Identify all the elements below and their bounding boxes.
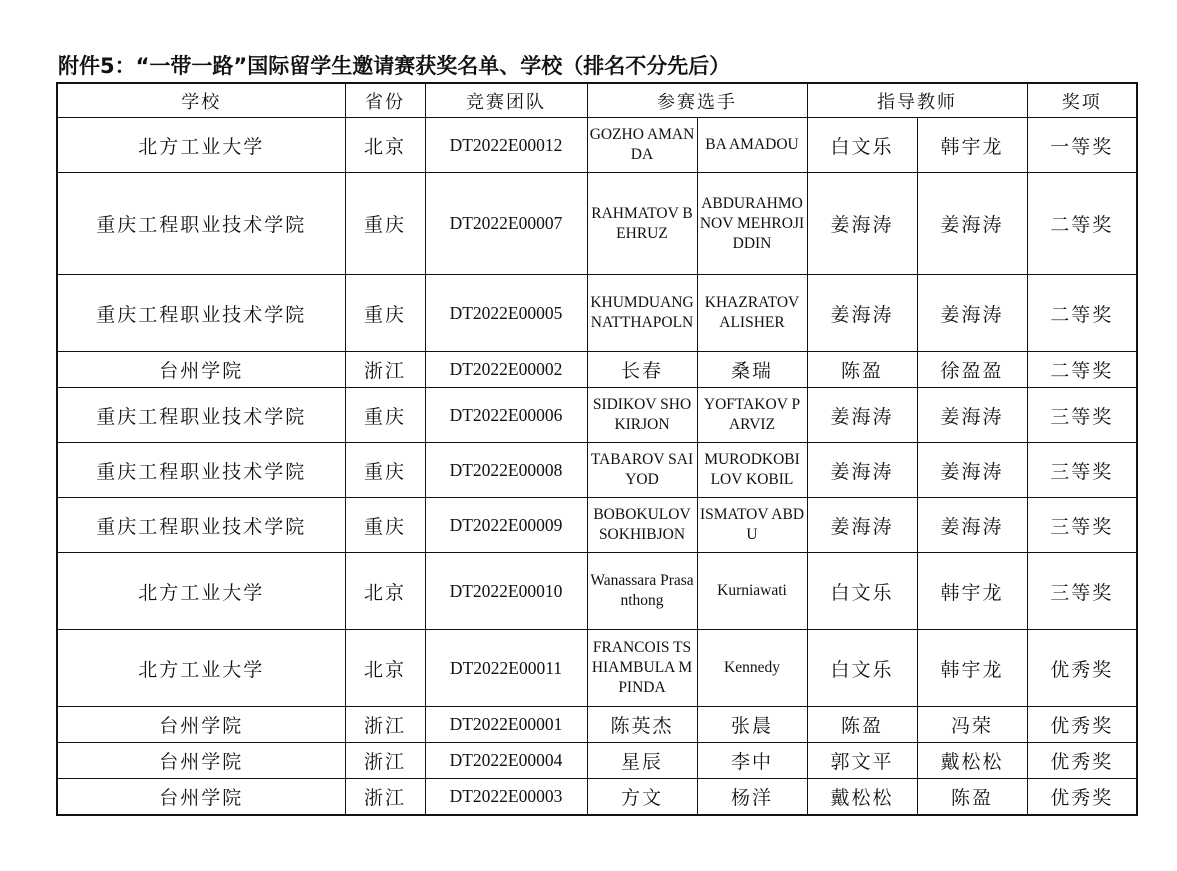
player2-cell: Kurniawati (697, 553, 807, 630)
advisor1-cell: 陈盈 (807, 352, 917, 388)
advisor2-cell: 姜海涛 (917, 388, 1027, 443)
player2-cell: Kennedy (697, 630, 807, 707)
advisor2-cell: 韩宇龙 (917, 630, 1027, 707)
advisor2-cell: 徐盈盈 (917, 352, 1027, 388)
advisor2-cell: 姜海涛 (917, 173, 1027, 275)
player1-cell: FRANCOIS TSHIAMBULA MPINDA (587, 630, 697, 707)
table-row (57, 275, 1137, 352)
header-team: 竞赛团队 (425, 83, 587, 118)
player1-cell: Wanassara Prasanthong (587, 553, 697, 630)
team-id-cell: DT2022E00007 (425, 173, 587, 275)
advisor1-cell: 白文乐 (807, 118, 917, 173)
player1-cell: TABAROV SAIYOD (587, 443, 697, 498)
advisor1-cell: 姜海涛 (807, 498, 917, 553)
player1-cell: RAHMATOV BEHRUZ (587, 173, 697, 275)
advisor2-cell: 冯荣 (917, 707, 1027, 743)
school-cell: 北方工业大学 (57, 118, 345, 173)
award-cell: 一等奖 (1027, 118, 1137, 173)
table-row (57, 352, 1137, 388)
table-row (57, 743, 1137, 779)
province-cell: 北京 (345, 118, 425, 173)
team-id-cell: DT2022E00001 (425, 707, 587, 743)
advisor2-cell: 姜海涛 (917, 443, 1027, 498)
province-cell: 重庆 (345, 498, 425, 553)
team-id-cell: DT2022E00003 (425, 779, 587, 815)
table-row (57, 630, 1137, 707)
player2-cell: ABDURAHMONOV MEHROJIDDIN (697, 173, 807, 275)
advisor2-cell: 戴松松 (917, 743, 1027, 779)
province-cell: 浙江 (345, 743, 425, 779)
school-cell: 台州学院 (57, 743, 345, 779)
player1-cell: KHUMDUANG NATTHAPOLN (587, 275, 697, 352)
header-school: 学校 (57, 83, 345, 118)
advisor2-cell: 姜海涛 (917, 275, 1027, 352)
school-cell: 北方工业大学 (57, 630, 345, 707)
advisor1-cell: 姜海涛 (807, 275, 917, 352)
table-row (57, 118, 1137, 173)
team-id-cell: DT2022E00009 (425, 498, 587, 553)
table-header-row (57, 83, 1137, 118)
table-row (57, 173, 1137, 275)
player2-cell: 张晨 (697, 707, 807, 743)
award-cell: 优秀奖 (1027, 743, 1137, 779)
school-cell: 重庆工程职业技术学院 (57, 443, 345, 498)
province-cell: 重庆 (345, 443, 425, 498)
team-id-cell: DT2022E00004 (425, 743, 587, 779)
team-id-cell: DT2022E00012 (425, 118, 587, 173)
advisor2-cell: 韩宇龙 (917, 118, 1027, 173)
award-cell: 二等奖 (1027, 173, 1137, 275)
province-cell: 浙江 (345, 352, 425, 388)
province-cell: 浙江 (345, 707, 425, 743)
table-row (57, 443, 1137, 498)
team-id-cell: DT2022E00011 (425, 630, 587, 707)
team-id-cell: DT2022E00006 (425, 388, 587, 443)
player2-cell: 李中 (697, 743, 807, 779)
advisor1-cell: 郭文平 (807, 743, 917, 779)
advisor1-cell: 姜海涛 (807, 443, 917, 498)
school-cell: 重庆工程职业技术学院 (57, 275, 345, 352)
header-award: 奖项 (1027, 83, 1137, 118)
advisor1-cell: 戴松松 (807, 779, 917, 815)
table-row (57, 779, 1137, 815)
award-cell: 三等奖 (1027, 388, 1137, 443)
player1-cell: BOBOKULOV SOKHIBJON (587, 498, 697, 553)
advisor2-cell: 姜海涛 (917, 498, 1027, 553)
player2-cell: BA AMADOU (697, 118, 807, 173)
province-cell: 重庆 (345, 388, 425, 443)
advisor1-cell: 姜海涛 (807, 173, 917, 275)
advisor1-cell: 白文乐 (807, 553, 917, 630)
school-cell: 重庆工程职业技术学院 (57, 498, 345, 553)
player2-cell: KHAZRATOV ALISHER (697, 275, 807, 352)
table-body (57, 118, 1137, 815)
header-advisors: 指导教师 (807, 83, 1027, 118)
team-id-cell: DT2022E00008 (425, 443, 587, 498)
player2-cell: MURODKOBILOV KOBIL (697, 443, 807, 498)
table-row (57, 553, 1137, 630)
award-cell: 二等奖 (1027, 275, 1137, 352)
award-cell: 二等奖 (1027, 352, 1137, 388)
award-cell: 优秀奖 (1027, 707, 1137, 743)
advisor1-cell: 姜海涛 (807, 388, 917, 443)
player2-cell: 桑瑞 (697, 352, 807, 388)
player2-cell: YOFTAKOV PARVIZ (697, 388, 807, 443)
document-title: 附件5：“一带一路”国际留学生邀请赛获奖名单、学校（排名不分先后） (58, 54, 731, 78)
award-cell: 三等奖 (1027, 498, 1137, 553)
player2-cell: ISMATOV ABDU (697, 498, 807, 553)
table-row (57, 498, 1137, 553)
header-players: 参赛选手 (587, 83, 807, 118)
school-cell: 重庆工程职业技术学院 (57, 388, 345, 443)
table-row (57, 707, 1137, 743)
province-cell: 重庆 (345, 173, 425, 275)
player1-cell: 方文 (587, 779, 697, 815)
province-cell: 浙江 (345, 779, 425, 815)
player2-cell: 杨洋 (697, 779, 807, 815)
table-row (57, 388, 1137, 443)
team-id-cell: DT2022E00010 (425, 553, 587, 630)
team-id-cell: DT2022E00002 (425, 352, 587, 388)
province-cell: 北京 (345, 553, 425, 630)
province-cell: 重庆 (345, 275, 425, 352)
school-cell: 北方工业大学 (57, 553, 345, 630)
school-cell: 重庆工程职业技术学院 (57, 173, 345, 275)
award-cell: 三等奖 (1027, 443, 1137, 498)
advisor2-cell: 韩宇龙 (917, 553, 1027, 630)
advisor2-cell: 陈盈 (917, 779, 1027, 815)
province-cell: 北京 (345, 630, 425, 707)
player1-cell: 星辰 (587, 743, 697, 779)
school-cell: 台州学院 (57, 352, 345, 388)
award-cell: 优秀奖 (1027, 779, 1137, 815)
player1-cell: GOZHO AMANDA (587, 118, 697, 173)
player1-cell: 长春 (587, 352, 697, 388)
award-cell: 三等奖 (1027, 553, 1137, 630)
advisor1-cell: 白文乐 (807, 630, 917, 707)
team-id-cell: DT2022E00005 (425, 275, 587, 352)
header-province: 省份 (345, 83, 425, 118)
school-cell: 台州学院 (57, 779, 345, 815)
player1-cell: SIDIKOV SHOKIRJON (587, 388, 697, 443)
advisor1-cell: 陈盈 (807, 707, 917, 743)
school-cell: 台州学院 (57, 707, 345, 743)
award-cell: 优秀奖 (1027, 630, 1137, 707)
award-table (56, 82, 1138, 816)
player1-cell: 陈英杰 (587, 707, 697, 743)
